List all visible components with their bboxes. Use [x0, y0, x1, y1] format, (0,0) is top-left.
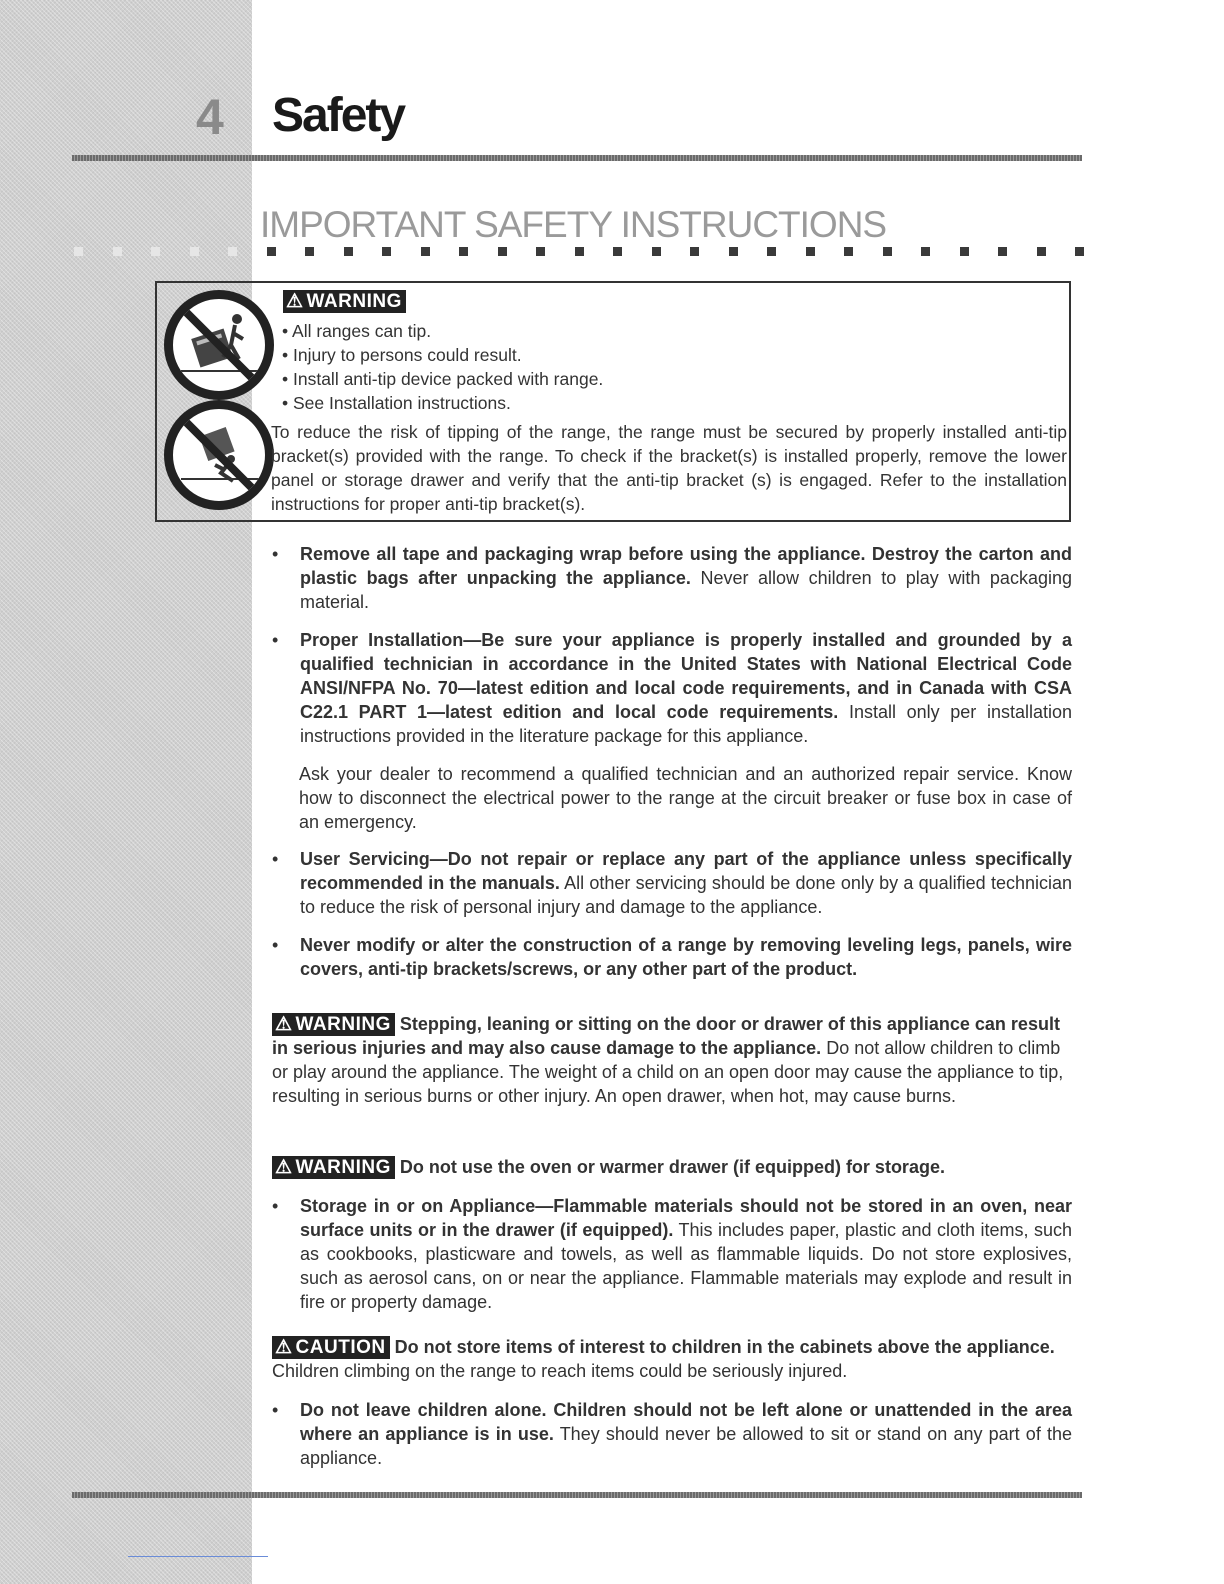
- list-item: [272, 628, 1072, 748]
- storage-warning: [272, 1155, 1072, 1179]
- divider-dot: [228, 247, 237, 256]
- list-item: [272, 933, 1072, 981]
- list-item: [272, 542, 1072, 614]
- divider-dot: [1075, 247, 1084, 256]
- bullet-glyph: •: [272, 1400, 279, 1420]
- child-tipping-prohibited-icon: [164, 400, 274, 510]
- divider-dot: [690, 247, 699, 256]
- dealer-paragraph: Ask your dealer to recommend a qualified technician and an authorized repair service. Know how to disconnect the electrical power to the range at the circuit breaker or fuse box in case of an emergency.: [299, 764, 1072, 832]
- divider-dot: [498, 247, 507, 256]
- bullet-bold: User Servicing—Do not repair or replace any part of the appliance unless specifically recommended in the manuals.: [300, 849, 1072, 893]
- divider-dot: [421, 247, 430, 256]
- divider-dot: [921, 247, 930, 256]
- dotted-divider: [74, 244, 1084, 258]
- page-sidebar-band: [0, 0, 252, 1584]
- caution-body-text: Children climbing on the range to reach items could be seriously injured.: [272, 1361, 848, 1381]
- divider-dot: [344, 247, 353, 256]
- chapter-number: 4: [196, 89, 223, 145]
- divider-dot: [767, 247, 776, 256]
- caution-label: [272, 1336, 390, 1359]
- divider-dot: [190, 247, 199, 256]
- bullet-bold: Do not leave children alone. Children should not be left alone or unattended in the area where an appliance is in use.: [300, 1400, 1072, 1444]
- divider-dot: [74, 247, 83, 256]
- warning-bold-text: Do not use the oven or warmer drawer (if equipped) for storage.: [394, 1157, 945, 1177]
- divider-dot: [575, 247, 584, 256]
- caution-bold-text: Do not store items of interest to children in the cabinets above the appliance.: [389, 1337, 1055, 1357]
- anti-tip-paragraph: To reduce the risk of tipping of the range, the range must be secured by properly installed anti-tip bracket(s) provided with the range. To check if the bracket(s) is installed properly, remove the lower panel or storage drawer and verify that the anti-tip bracket (s) is engaged. Refer to the installation instructions for proper anti-tip bracket(s).: [271, 422, 1067, 514]
- divider-dot: [729, 247, 738, 256]
- bullet-glyph: •: [272, 1196, 279, 1216]
- warning-label: [272, 1013, 395, 1036]
- bullet-glyph: •: [272, 544, 279, 564]
- warning-label: [283, 290, 406, 313]
- warning-line: • All ranges can tip.: [282, 321, 432, 341]
- bullet-bold: Never modify or alter the construction of a range by removing leveling legs, panels, wire covers, anti-tip brackets/screws, or any other part of the product.: [300, 935, 1072, 979]
- divider-dot: [113, 247, 122, 256]
- warning-triangle-icon: ⚠: [275, 1014, 293, 1035]
- bullet-text: This includes paper, plastic and cloth items, such as cookbooks, plasticware and towels, as well as flammable liquids. Do not store explosives, such as aerosol cans, on or near the appliance. Flammable materials may explode and result in fire or property damage.: [300, 1220, 1073, 1312]
- section-heading: IMPORTANT SAFETY INSTRUCTIONS: [260, 204, 887, 245]
- warning-label-text: WARNING: [295, 1157, 391, 1178]
- warning-bold-text: Stepping, leaning or sitting on the door or drawer of this appliance can result in serious injuries and may also cause damage to the appliance.: [272, 1014, 1060, 1058]
- list-item: [272, 1398, 1072, 1470]
- bullet-bold: Proper Installation—Be sure your appliance is properly installed and grounded by a qualified technician in accordance in the United States with National Electrical Code ANSI/NFPA No. 70—latest edition and local code requirements, and in Canada with CSA C22.1 PART 1—latest edition and local code requirements.: [300, 630, 1072, 722]
- bullet-bold: Remove all tape and packaging wrap before using the appliance. Destroy the carton and plastic bags after unpacking the appliance.: [300, 544, 1072, 588]
- bullet-text: They should never be allowed to sit or stand on any part of the appliance.: [300, 1424, 1072, 1468]
- warning-line: • See Installation instructions.: [282, 393, 511, 413]
- header-rule: [72, 155, 1082, 161]
- divider-dot: [382, 247, 391, 256]
- bullet-glyph: •: [272, 935, 279, 955]
- divider-dot: [960, 247, 969, 256]
- list-item: [272, 1194, 1072, 1314]
- caution-triangle-icon: ⚠: [275, 1337, 293, 1358]
- bullet-text: All other servicing should be done only by a qualified technician to reduce the risk of personal injury and damage to the appliance.: [300, 873, 1072, 917]
- footer-link-underline: [128, 1556, 268, 1557]
- divider-dot: [267, 247, 276, 256]
- divider-dot: [883, 247, 892, 256]
- bullet-text: Install only per installation instructions provided in the literature package for this appliance.: [300, 702, 1072, 746]
- divider-dot: [1037, 247, 1046, 256]
- list-item: [272, 847, 1072, 919]
- warning-body-text: Do not allow children to climb or play around the appliance. The weight of a child on an open door may cause the appliance to tip, resulting in serious burns or other injury. An open drawer, when hot, may cause burns.: [272, 1038, 1064, 1106]
- warning-line: • Injury to persons could result.: [282, 345, 522, 365]
- warning-triangle-icon: ⚠: [275, 1157, 293, 1178]
- footer-rule: [72, 1492, 1082, 1498]
- range-tipping-prohibited-icon: [164, 290, 274, 400]
- divider-dot: [536, 247, 545, 256]
- divider-dot: [305, 247, 314, 256]
- bullet-glyph: •: [272, 849, 279, 869]
- bullet-glyph: •: [272, 630, 279, 650]
- divider-dot: [151, 247, 160, 256]
- stepping-warning: [272, 1012, 1072, 1108]
- bullet-bold: Storage in or on Appliance—Flammable materials should not be stored in an oven, near surface units or in the drawer (if equipped).: [300, 1196, 1072, 1240]
- caution-label-text: CAUTION: [295, 1337, 386, 1358]
- divider-dot: [844, 247, 853, 256]
- divider-dot: [652, 247, 661, 256]
- divider-dot: [998, 247, 1007, 256]
- warning-label-text: WARNING: [295, 1014, 391, 1035]
- bullet-text: Never allow children to play with packaging material.: [300, 568, 1072, 612]
- cabinets-caution: [272, 1335, 1072, 1383]
- warning-triangle-icon: ⚠: [286, 291, 304, 312]
- divider-dot: [459, 247, 468, 256]
- warning-label-text: WARNING: [306, 291, 402, 312]
- chapter-title: Safety: [272, 89, 405, 142]
- divider-dot: [613, 247, 622, 256]
- warning-line: • Install anti-tip device packed with range.: [282, 369, 604, 389]
- divider-dot: [806, 247, 815, 256]
- warning-label: [272, 1156, 395, 1179]
